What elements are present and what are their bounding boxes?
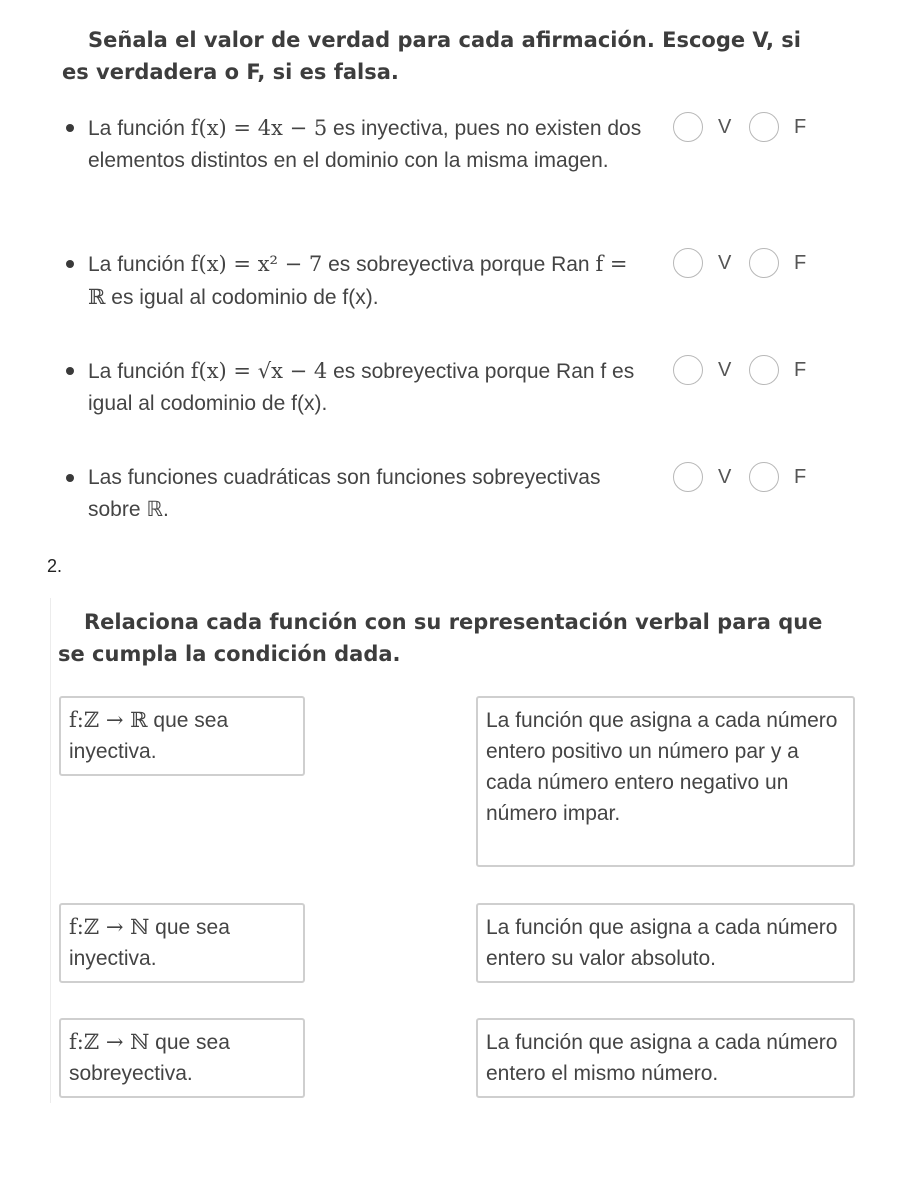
- bullet-icon: [66, 124, 74, 132]
- radio-true[interactable]: [673, 248, 703, 278]
- radio-true[interactable]: [673, 112, 703, 142]
- radio-false-label: F: [794, 359, 807, 381]
- question-2-number: 2.: [47, 556, 63, 576]
- divider: [50, 598, 51, 1103]
- question-2-title: Relaciona cada función con su representación verbal para que se cumpla la condición dada.: [58, 610, 823, 666]
- statement-text: Las funciones cuadráticas son funciones sobreyectivas sobre ℝ.: [88, 466, 601, 521]
- match-source-box[interactable]: f:ℤ → ℝ que sea inyectiva.: [59, 696, 305, 776]
- radio-true[interactable]: [673, 355, 703, 385]
- statement-text: La función f(x) = √x − 4 es sobreyectiva porque Ran f es igual al codominio de f(x).: [88, 359, 635, 415]
- radio-false-label: F: [794, 252, 807, 274]
- radio-false[interactable]: [749, 355, 779, 385]
- radio-true-label: V: [718, 252, 732, 274]
- radio-false-label: F: [794, 116, 807, 138]
- radio-true-label: V: [718, 116, 732, 138]
- true-false-options: [673, 355, 833, 389]
- bullet-icon: [66, 260, 74, 268]
- bullet-icon: [66, 474, 74, 482]
- match-target-box[interactable]: La función que asigna a cada número entero el mismo número.: [476, 1018, 855, 1098]
- question-1-title: Señala el valor de verdad para cada afirmación. Escoge V, si es verdadera o F, si es falsa.: [62, 28, 801, 84]
- radio-true[interactable]: [673, 462, 703, 492]
- match-target-box[interactable]: La función que asigna a cada número entero su valor absoluto.: [476, 903, 855, 983]
- true-false-options: [673, 248, 833, 282]
- question-1: [62, 24, 822, 521]
- radio-false-label: F: [794, 466, 807, 488]
- math-expression: f = ℝ: [88, 252, 628, 309]
- math-expression: f(x) = x² − 7: [190, 252, 323, 276]
- radio-true-label: V: [718, 359, 732, 381]
- math-expression: f(x) = 4x − 5: [190, 116, 328, 140]
- radio-false[interactable]: [749, 248, 779, 278]
- true-false-options: [673, 462, 833, 496]
- match-source-box[interactable]: f:ℤ → ℕ que sea sobreyectiva.: [59, 1018, 305, 1098]
- radio-true-label: V: [718, 466, 732, 488]
- true-false-options: [673, 112, 833, 146]
- question-2: [50, 598, 850, 1103]
- radio-false[interactable]: [749, 462, 779, 492]
- statement-text: La función f(x) = x² − 7 es sobreyectiva porque Ran f = ℝ es igual al codominio de f(x).: [88, 252, 628, 309]
- statement-text: La función f(x) = 4x − 5 es inyectiva, pues no existen dos elementos distintos en el dominio con la misma imagen.: [88, 116, 642, 172]
- radio-false[interactable]: [749, 112, 779, 142]
- match-target-box[interactable]: La función que asigna a cada número entero positivo un número par y a cada número entero negativo un número impar.: [476, 696, 855, 867]
- bullet-icon: [66, 367, 74, 375]
- match-source-box[interactable]: f:ℤ → ℕ que sea inyectiva.: [59, 903, 305, 983]
- math-expression: f(x) = √x − 4: [190, 359, 328, 383]
